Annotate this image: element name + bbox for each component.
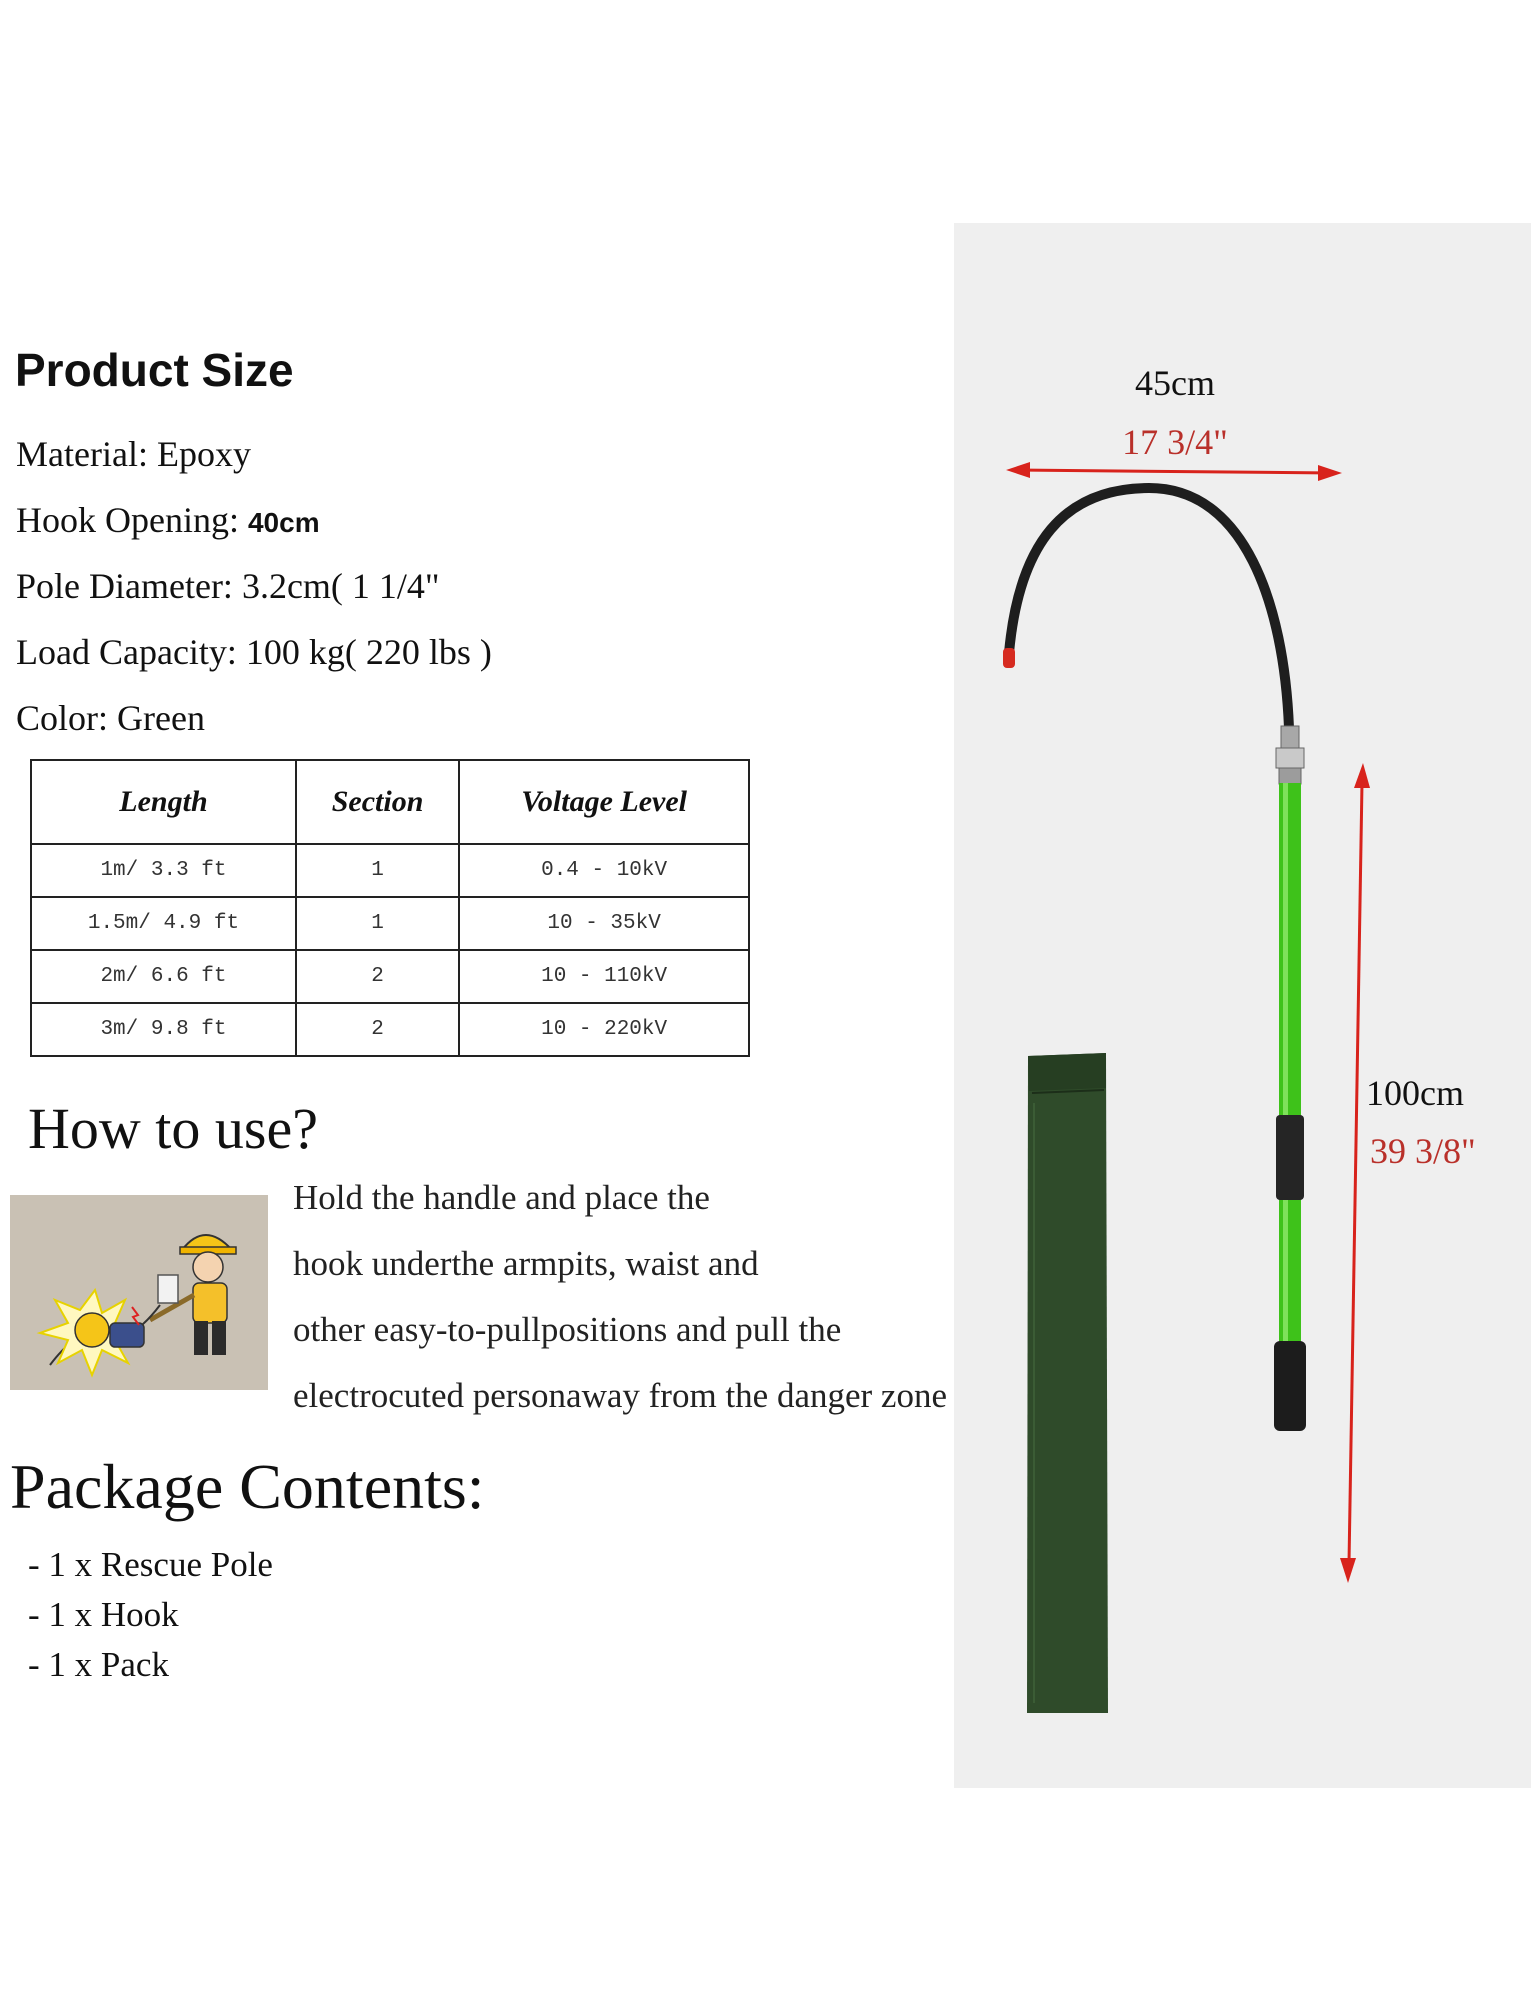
cell-section: 2	[296, 950, 459, 1003]
table-row	[31, 844, 749, 897]
cell-voltage: 10 - 220kV	[459, 1003, 749, 1056]
spec-pole-diameter	[16, 566, 440, 606]
cell-length: 1.5m/ 4.9 ft	[31, 897, 296, 950]
header-length: Length	[31, 760, 296, 844]
spec-load-capacity	[16, 632, 492, 672]
cell-voltage: 0.4 - 10kV	[459, 844, 749, 897]
instruction-line: Hold the handle and place the	[293, 1178, 710, 1217]
rescue-pole-icon	[1274, 783, 1306, 1431]
header-section: Section	[296, 760, 459, 844]
width-cm-label: 45cm	[1135, 363, 1215, 403]
spec-hook-opening	[16, 500, 320, 543]
table-row	[31, 950, 749, 1003]
package-item: - 1 x Hook	[28, 1595, 179, 1634]
cell-section: 2	[296, 1003, 459, 1056]
instruction-line: other easy-to-pullpositions and pull the	[293, 1310, 842, 1349]
spec-value: Epoxy	[156, 434, 251, 474]
spec-value: 3.2cm( 1 1/4"	[241, 566, 440, 606]
width-arrow	[1006, 462, 1342, 481]
spec-material	[16, 434, 251, 474]
hook-icon	[1003, 488, 1304, 784]
electric-shock-illustration	[10, 1195, 268, 1390]
height-arrow	[1340, 763, 1370, 1583]
spec-label: Material:	[16, 434, 157, 474]
instruction-line: hook underthe armpits, waist and	[293, 1244, 759, 1283]
cell-voltage: 10 - 110kV	[459, 950, 749, 1003]
cell-length: 3m/ 9.8 ft	[31, 1003, 296, 1056]
cell-length: 1m/ 3.3 ft	[31, 844, 296, 897]
size-table	[30, 759, 750, 1057]
width-inch-label: 17 3/4"	[1122, 422, 1228, 462]
spec-label: Pole Diameter:	[16, 566, 242, 606]
height-inch-label: 39 3/8"	[1370, 1131, 1476, 1171]
storage-bag-icon	[1027, 1053, 1108, 1713]
spec-value: Green	[117, 698, 205, 738]
spec-value: 100 kg( 220 lbs )	[245, 632, 492, 672]
spec-color	[16, 698, 205, 738]
table-row	[31, 1003, 749, 1056]
table-row	[31, 897, 749, 950]
cell-length: 2m/ 6.6 ft	[31, 950, 296, 1003]
cell-section: 1	[296, 897, 459, 950]
spec-label: Color:	[16, 698, 118, 738]
package-item: - 1 x Pack	[28, 1645, 169, 1684]
how-to-use-heading: How to use?	[28, 1096, 318, 1161]
table-header-row	[31, 760, 749, 844]
package-item: - 1 x Rescue Pole	[28, 1545, 273, 1584]
instruction-line: electrocuted personaway from the danger zone	[293, 1376, 947, 1415]
header-voltage-level: Voltage Level	[459, 760, 749, 844]
product-size-heading: Product Size	[15, 344, 294, 396]
spec-label: Hook Opening:	[16, 500, 248, 540]
spec-label: Load Capacity:	[16, 632, 246, 672]
cell-section: 1	[296, 844, 459, 897]
height-cm-label: 100cm	[1366, 1073, 1464, 1113]
package-list	[28, 1540, 273, 1690]
rescue-pole-drawing	[954, 223, 1531, 1788]
package-contents-heading: Package Contents:	[10, 1451, 485, 1522]
spec-value: 40cm	[247, 507, 320, 538]
cell-voltage: 10 - 35kV	[459, 897, 749, 950]
how-to-use-instructions	[293, 1165, 1053, 1429]
